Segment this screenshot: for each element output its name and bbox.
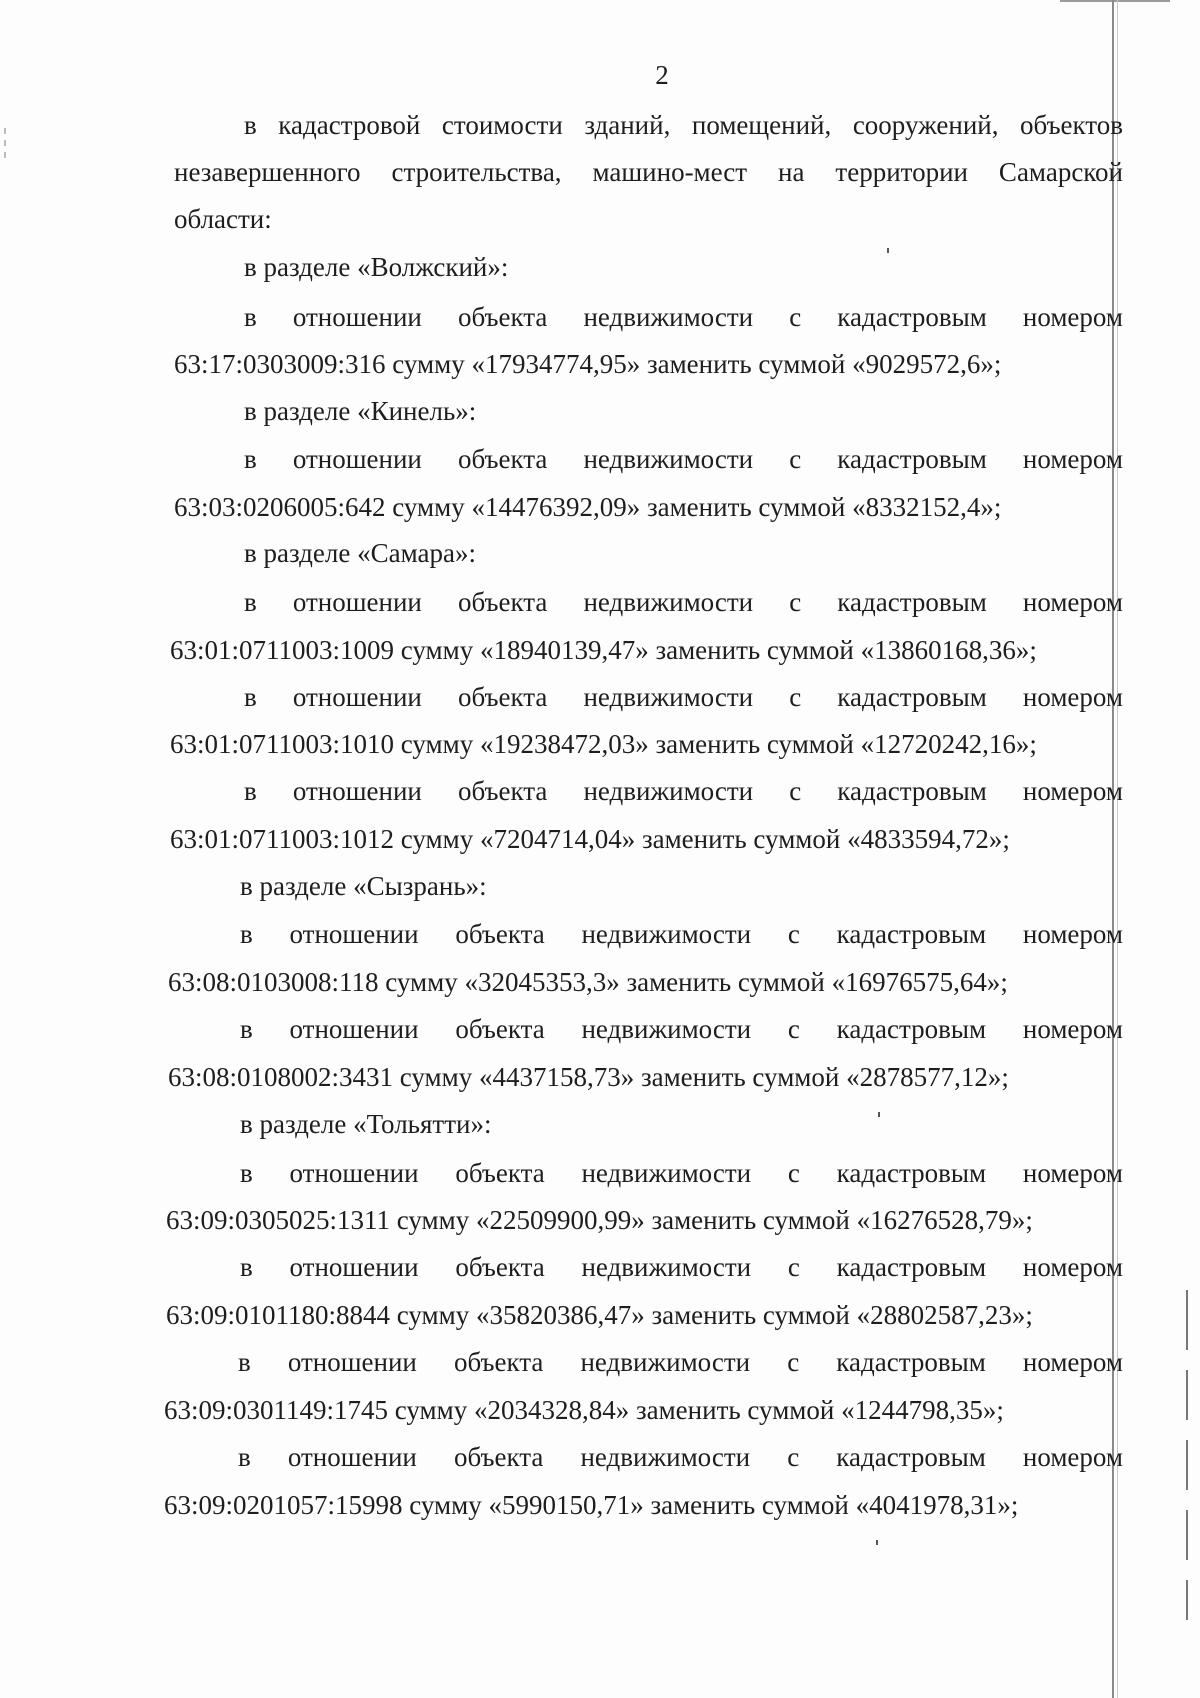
entry-lead: в отношении объекта недвижимости с кадастровым номером (244, 682, 1123, 712)
entry-lead: в отношении объекта недвижимости с кадастровым номером (238, 1347, 1123, 1377)
entry-detail: 63:09:0101180:8844 сумму «35820386,47» заменить суммой «28802587,23»; (166, 1300, 1033, 1330)
entry-lead: в отношении объекта недвижимости с кадастровым номером (238, 1442, 1123, 1472)
scan-artifact-tick (1186, 1290, 1188, 1350)
page-number: 2 (655, 60, 670, 90)
section-heading: в разделе «Самара»: (244, 538, 476, 568)
entry-lead: в отношении объекта недвижимости с кадастровым номером (244, 302, 1123, 332)
scan-speck (876, 1540, 878, 1545)
section-heading: в разделе «Сызрань»: (240, 871, 487, 901)
section-heading: в разделе «Тольятти»: (240, 1109, 492, 1139)
entry-detail: 63:01:0711003:1012 сумму «7204714,04» заменить суммой «4833594,72»; (170, 824, 1010, 854)
entry-detail: 63:01:0711003:1010 сумму «19238472,03» заменить суммой «12720242,16»; (170, 729, 1037, 759)
entry-detail: 63:09:0301149:1745 сумму «2034328,84» заменить суммой «1244798,35»; (164, 1395, 1004, 1425)
entry-lead: в отношении объекта недвижимости с кадастровым номером (240, 1252, 1123, 1282)
scan-artifact-tick (1186, 1580, 1188, 1620)
entry-lead: в отношении объекта недвижимости с кадастровым номером (244, 444, 1123, 474)
scan-speck (878, 1112, 880, 1117)
entry-detail: 63:08:0103008:118 сумму «32045353,3» заменить суммой «16976575,64»; (168, 967, 1008, 997)
entry-detail: 63:17:0303009:316 сумму «17934774,95» заменить суммой «9029572,6»; (174, 349, 1002, 379)
section-heading: в разделе «Волжский»: (244, 252, 509, 282)
entry-lead: в отношении объекта недвижимости с кадастровым номером (244, 587, 1123, 617)
scan-artifact-dot (4, 152, 6, 158)
entry-lead: в отношении объекта недвижимости с кадастровым номером (240, 1014, 1123, 1044)
scan-artifact-tick (1186, 1440, 1188, 1490)
intro-line-3: области: (174, 204, 272, 234)
scan-artifact-tick (1186, 1510, 1188, 1560)
scan-artifact-top (1060, 0, 1170, 2)
scan-speck (887, 248, 889, 253)
entry-detail: 63:09:0201057:15998 сумму «5990150,71» заменить суммой «4041978,31»; (164, 1490, 1019, 1520)
entry-lead: в отношении объекта недвижимости с кадастровым номером (240, 919, 1123, 949)
intro-line-2: незавершенного строительства, машино-мест на территории Самарской (174, 157, 1123, 187)
scan-artifact-dot (4, 128, 6, 134)
section-heading: в разделе «Кинель»: (244, 396, 477, 426)
entry-detail: 63:01:0711003:1009 сумму «18940139,47» заменить суммой «13860168,36»; (170, 635, 1037, 665)
entry-lead: в отношении объекта недвижимости с кадастровым номером (240, 1158, 1123, 1188)
entry-detail: 63:09:0305025:1311 сумму «22509900,99» заменить суммой «16276528,79»; (166, 1205, 1033, 1235)
intro-line-1: в кадастровой стоимости зданий, помещений, сооружений, объектов (244, 110, 1123, 140)
scan-artifact-dot (4, 140, 6, 146)
entry-lead: в отношении объекта недвижимости с кадастровым номером (244, 776, 1123, 806)
entry-detail: 63:08:0108002:3431 сумму «4437158,73» заменить суммой «2878577,12»; (168, 1062, 1009, 1092)
entry-detail: 63:03:0206005:642 сумму «14476392,09» заменить суммой «8332152,4»; (174, 492, 1002, 522)
scan-artifact-tick (1186, 1370, 1188, 1420)
